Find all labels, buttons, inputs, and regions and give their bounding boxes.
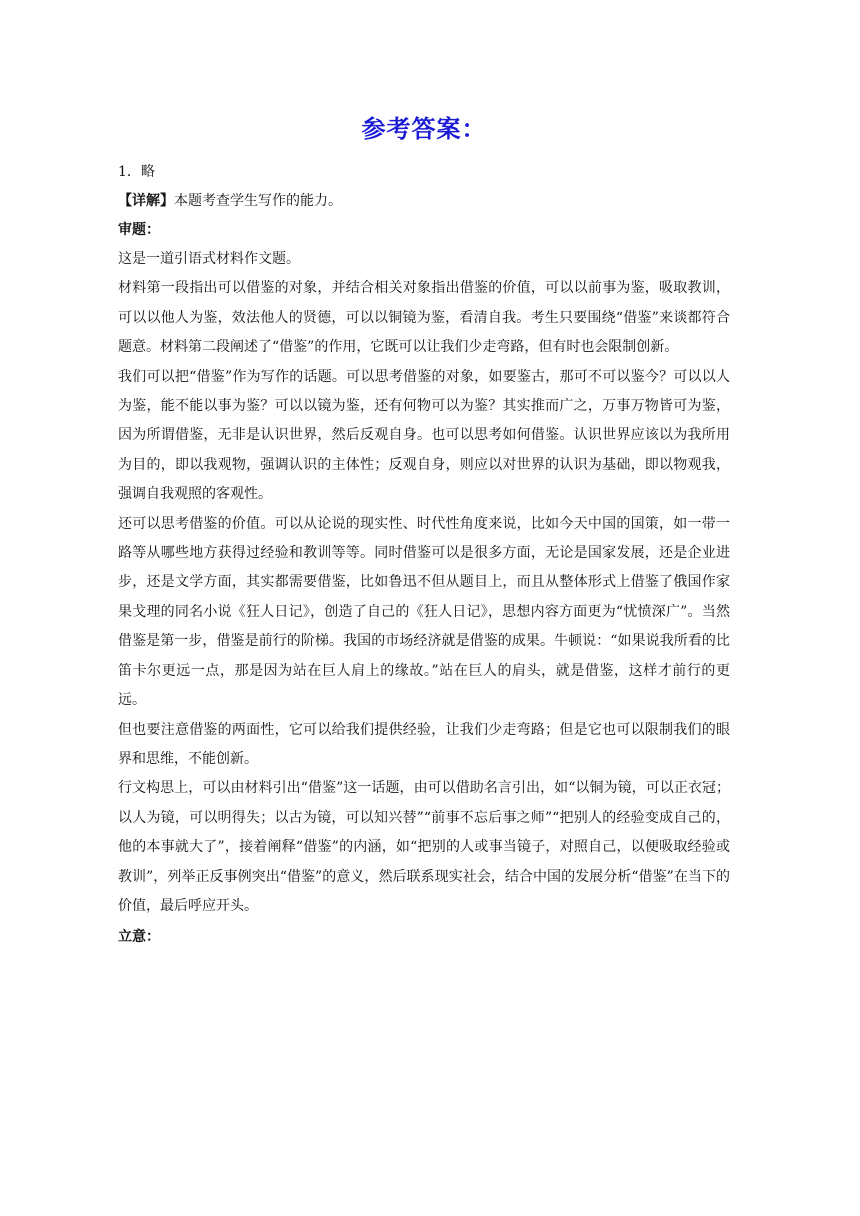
paragraph-structure: 行文构思上，可以由材料引出“借鉴”这一话题，由可以借助名言引出，如“以铜为镜，可以正衣冠；以人为镜，可以明得失；以古为镜，可以知兴替”“前事不忘后事之师”“把别人的经验变成自己的，他的本事就大了”，接着阐释“借鉴”的内涵，如“把别的人或事当镜子，对照自己，以便吸取经验或教训”，列举正反事例突出“借鉴”的意义，然后联系现实社会，结合中国的发展分析“借鉴”在当下的价值，最后呼应开头。 [118, 780, 730, 914]
detail-text: 本题考查学生写作的能力。 [174, 193, 342, 209]
paragraph-material: 材料第一段指出可以借鉴的对象，并结合相关对象指出借鉴的价值，可以以前事为鉴，吸取教训，可以以他人为鉴，效法他人的贤德，可以以铜镜为鉴，看清自我。考生只要围绕“借鉴”来谈都符合题意。材料第二段阐述了“借鉴”的作用，它既可以让我们少走弯路，但有时也会限制创新。 [118, 280, 730, 356]
answer-page [118, 106, 730, 952]
page-title: 参考答案： [361, 115, 487, 143]
question-number-answer: 1．略 [118, 164, 155, 180]
paragraph-value: 还可以思考借鉴的价值。可以从论说的现实性、时代性角度来说，比如今天中国的国策，如一带一路等从哪些地方获得过经验和教训等等。同时借鉴可以是很多方面，无论是国家发展，还是企业进步，还是文学方面，其实都需要借鉴，比如鲁迅不但从题目上，而且从整体形式上借鉴了俄国作家果戈理的同名小说《狂人日记》，创造了自己的《狂人日记》，思想内容方面更为“忧愤深广”。当然借鉴是第一步，借鉴是前行的阶梯。我国的市场经济就是借鉴的成果。牛顿说：“如果说我所看的比笛卡尔更远一点，那是因为站在巨人肩上的缘故。”站在巨人的肩头，就是借鉴，这样才前行的更远。 [118, 515, 730, 709]
section-heading-review: 审题： [118, 222, 160, 238]
paragraph-topic: 我们可以把“借鉴”作为写作的话题。可以思考借鉴的对象，如要鉴古，那可不可以鉴今？可以以人为鉴，能不能以事为鉴？可以以镜为鉴，还有何物可以为鉴？其实推而广之，万事万物皆可为鉴，因为所谓借鉴，无非是认识世界，然后反观自身。也可以思考如何借鉴。认识世界应该以为我所用为目的，即以我观物，强调认识的主体性；反观自身，则应以对世界的认识为基础，即以物观我，强调自我观照的客观性。 [118, 368, 730, 503]
paragraph-duality: 但也要注意借鉴的两面性，它可以给我们提供经验，让我们少走弯路；但是它也可以限制我们的眼界和思维，不能创新。 [118, 721, 730, 767]
paragraph-intro: 这是一道引语式材料作文题。 [118, 251, 300, 267]
section-heading-idea: 立意： [118, 929, 160, 946]
detail-line [118, 187, 730, 216]
detail-label: 【详解】 [118, 193, 174, 209]
